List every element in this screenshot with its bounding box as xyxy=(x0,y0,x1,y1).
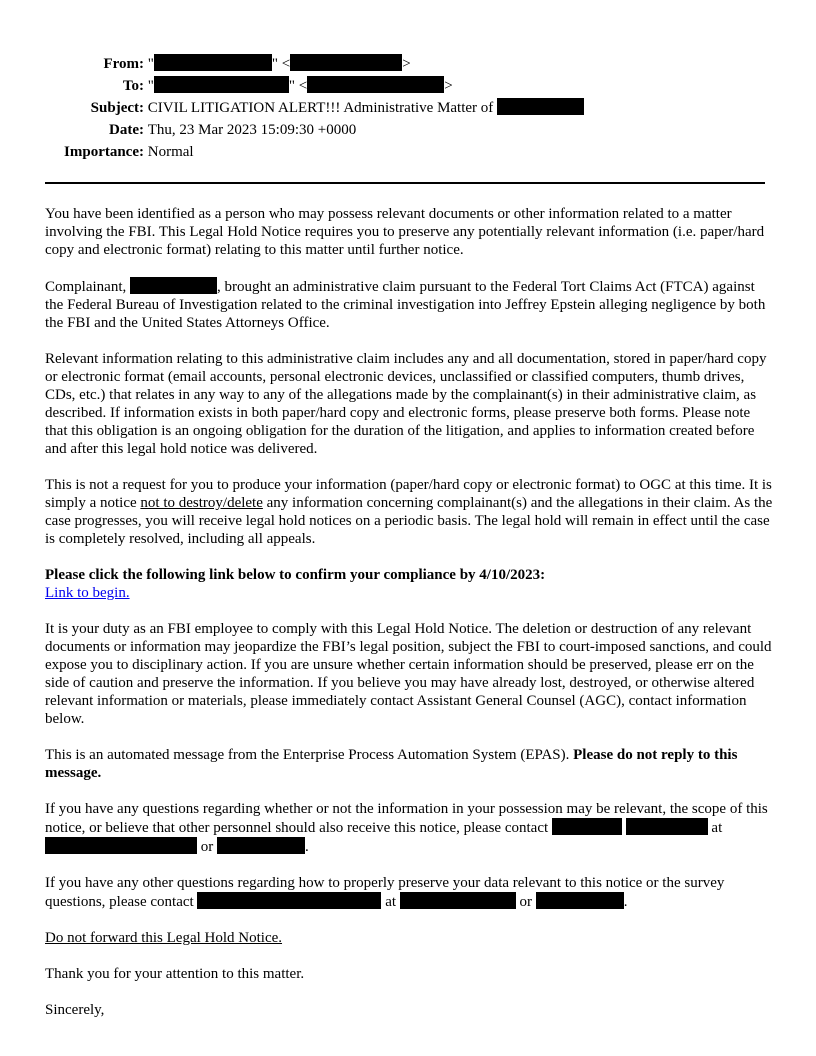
date-label: Date: xyxy=(109,122,144,138)
compliance-instruction: Please click the following link below to confirm your compliance by 4/10/2023: xyxy=(45,567,546,583)
to-row xyxy=(44,75,784,97)
quote-bracket: " < xyxy=(288,78,308,94)
from-label: From: xyxy=(103,56,144,72)
text: or xyxy=(200,839,214,855)
header-divider xyxy=(45,182,765,184)
text: at xyxy=(711,820,723,836)
importance-value: Normal xyxy=(147,144,194,160)
subject-text: CIVIL LITIGATION ALERT!!! Administrative Matter of xyxy=(147,100,494,116)
text: . xyxy=(623,894,628,910)
text: any information concerning complainant(s) and the allegations in their claim. As the case progresses, you will receive legal hold notices on a periodic basis. The legal hold will remain in effect until the case is completely resolved, including all appeals. xyxy=(45,495,773,547)
text: . xyxy=(305,839,309,855)
redaction-box xyxy=(307,76,444,93)
paragraph-questions xyxy=(45,800,773,856)
bracket: > xyxy=(444,78,453,94)
paragraph-compliance xyxy=(45,566,773,602)
underlined-text: not to destroy/delete xyxy=(140,495,263,511)
text: , brought an administrative claim pursuant to the Federal Tort Claims Act (FTCA) against the Federal Bureau of Investigation related to the criminal investigation into Jeffrey Epstein alleging negligence by both the FBI and the United States Attorneys Office. xyxy=(45,279,766,331)
message-body xyxy=(45,205,773,1037)
subject-row xyxy=(44,97,784,119)
paragraph-other-questions xyxy=(45,874,773,911)
redaction-box xyxy=(290,54,402,71)
paragraph-automated xyxy=(45,746,773,782)
text: If you have any questions regarding whether or not the information in your possession may be relevant, the scope of this notice, or believe that other personnel should also receive this notice, please contact xyxy=(45,801,768,836)
text: Complainant, xyxy=(45,279,127,295)
quote-bracket: " < xyxy=(271,56,291,72)
date-row xyxy=(44,119,784,141)
quote: " xyxy=(147,56,154,72)
from-row xyxy=(44,53,784,75)
text: at xyxy=(385,894,397,910)
redaction-box xyxy=(154,76,289,93)
text: or xyxy=(519,894,533,910)
bracket: > xyxy=(402,56,411,72)
no-reply-warning: Please do not reply to this message. xyxy=(45,747,738,781)
date-value: Thu, 23 Mar 2023 15:09:30 +0000 xyxy=(147,122,357,138)
quote: " xyxy=(147,78,154,94)
redaction-box xyxy=(197,892,381,909)
redaction-box xyxy=(45,837,197,854)
paragraph-intro: You have been identified as a person who may possess relevant documents or other information related to a matter involving the FBI. This Legal Hold Notice requires you to preserve any potentially relevant information (i.e. paper/hard copy and electronic format) relating to this matter until further notice. xyxy=(45,206,765,258)
redaction-box xyxy=(536,892,624,909)
text: This is an automated message from the Enterprise Process Automation System (EPAS). xyxy=(45,747,570,763)
redaction-box xyxy=(154,54,272,71)
redaction-box xyxy=(626,818,708,835)
redaction-box xyxy=(552,818,622,835)
text: This is not a request for you to produce your information (paper/hard copy or electronic format) to OGC at this time. It is simply a notice xyxy=(45,477,772,511)
importance-row xyxy=(44,141,784,163)
email-header xyxy=(44,53,784,163)
subject-value xyxy=(148,97,584,119)
paragraph-signoff: Sincerely, xyxy=(45,1002,105,1018)
paragraph-not-request xyxy=(45,476,773,548)
redaction-box xyxy=(217,837,305,854)
paragraph-duty: It is your duty as an FBI employee to comply with this Legal Hold Notice. The deletion or destruction of any relevant documents or information may jeopardize the FBI’s legal position, subject the FBI to court-imposed sanctions, and could expose you to disciplinary action. If you are unsure whether certain information should be preserved, please err on the side of caution and preserve the information. If you believe you may have already lost, destroyed, or otherwise altered relevant information or materials, please immediately contact Assistant General Counsel (AGC), contact information below. xyxy=(45,621,772,727)
from-value xyxy=(148,53,411,75)
to-label: To: xyxy=(122,78,144,94)
redaction-box xyxy=(130,277,217,294)
paragraph-thanks: Thank you for your attention to this matter. xyxy=(45,966,305,982)
begin-link[interactable]: Link to begin. xyxy=(45,585,130,601)
paragraph-relevant-info: Relevant information relating to this administrative claim includes any and all documentation, stored in paper/hard copy or electronic format (email accounts, personal electronic devices, unclassified or classified computers, thumb drives, CDs, etc.) that relates in any way to any of the allegations made by the complainant(s) in their administrative claim, as described. If information exists in both paper/hard copy and electronic forms, please preserve both forms. Please note that this obligation is an ongoing obligation for the duration of the litigation, and applies to information created before and after this legal hold notice was delivered. xyxy=(45,351,767,457)
to-value xyxy=(148,75,453,97)
importance-label: Importance: xyxy=(64,144,144,160)
subject-label: Subject: xyxy=(90,100,144,116)
redaction-box xyxy=(497,98,584,115)
paragraph-do-not-forward: Do not forward this Legal Hold Notice. xyxy=(45,930,283,946)
text: If you have any other questions regarding how to properly preserve your data relevant to this notice or the survey questions, please contact xyxy=(45,875,725,910)
redaction-box xyxy=(400,892,516,909)
paragraph-complainant xyxy=(45,277,773,332)
